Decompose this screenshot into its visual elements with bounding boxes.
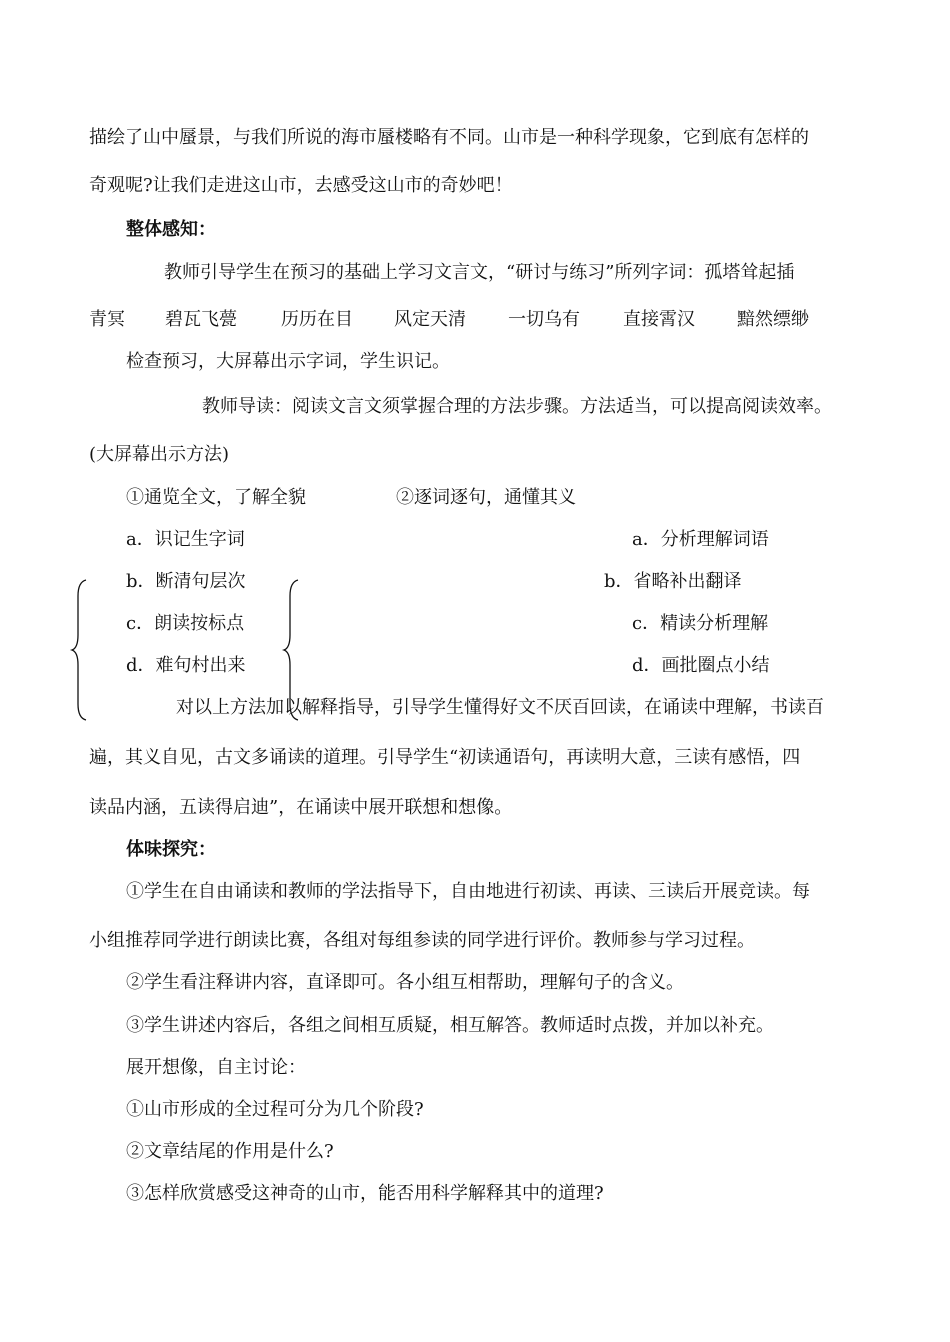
section-heading-perception: 整体感知：	[126, 219, 216, 240]
explain-line-1: 对以上方法加以解释指导，引导学生懂得好文不厌百回读，在诵读中理解，书读百	[176, 697, 824, 718]
discussion-question: ②文章结尾的作用是什么?	[126, 1141, 334, 1162]
vocab-item: 历历在目	[281, 309, 353, 330]
guide-line: 教师引导学生在预习的基础上学习文言文，“研讨与练习”所列字词：孤塔耸起插	[164, 262, 795, 283]
vocab-item: 碧瓦飞甍	[165, 309, 237, 330]
section-heading-explore: 体味探究：	[126, 839, 216, 860]
check-preview: 检查预习，大屏幕出示字词，学生识记。	[126, 351, 450, 372]
method-left-item: b．断清句层次	[126, 571, 246, 592]
explore-p1-line-2: 小组推荐同学进行朗读比赛，各组对每组参读的同学进行评价。教师参与学习过程。	[89, 930, 755, 951]
explore-p1-line-1: ①学生在自由诵读和教师的学法指导下，自由地进行初读、再读、三读后开展竞读。每	[126, 881, 810, 902]
discuss-heading: 展开想像，自主讨论：	[126, 1057, 306, 1078]
intro-line-1: 描绘了山中蜃景，与我们所说的海市蜃楼略有不同。山市是一种科学现象，它到底有怎样的	[89, 127, 809, 148]
vocab-item: 直接霄汉	[623, 309, 695, 330]
screen-note: (大屏幕出示方法)	[89, 444, 230, 465]
explore-p3: ③学生讲述内容后，各组之间相互质疑，相互解答。教师适时点拨，并加以补充。	[126, 1015, 774, 1036]
method-left-item: d．难句村出来	[126, 655, 246, 676]
vocab-item: 一切乌有	[508, 309, 580, 330]
method-right-item: b．省略补出翻译	[604, 571, 742, 592]
method-left-title: ①通览全文，了解全貌	[126, 487, 306, 508]
method-left-item: a．识记生字词	[126, 529, 245, 550]
method-right-title: ②逐词逐句，通懂其义	[396, 487, 576, 508]
explain-line-2: 遍，其义自见，古文多诵读的道理。引导学生“初读通语句，再读明大意，三读有感悟，四	[89, 747, 801, 768]
method-left-item: c．朗读按标点	[126, 613, 245, 634]
left-curly-brace	[72, 580, 86, 720]
intro-line-2: 奇观呢?让我们走进这山市，去感受这山市的奇妙吧！	[89, 175, 513, 196]
discussion-question: ①山市形成的全过程可分为几个阶段?	[126, 1099, 424, 1120]
vocab-item: 黯然缥缈	[737, 309, 809, 330]
vocab-item: 青冥	[89, 309, 125, 330]
method-right-item: a．分析理解词语	[632, 529, 769, 550]
explain-line-3: 读品内涵，五读得启迪”，在诵读中展开联想和想像。	[89, 797, 513, 818]
discussion-question: ③怎样欣赏感受这神奇的山市，能否用科学解释其中的道理?	[126, 1183, 604, 1204]
explore-p2: ②学生看注释讲内容，直译即可。各小组互相帮助，理解句子的含义。	[126, 972, 684, 993]
method-right-item: d．画批圈点小结	[632, 655, 770, 676]
method-right-item: c．精读分析理解	[632, 613, 769, 634]
teacher-lead-reading: 教师导读：阅读文言文须掌握合理的方法步骤。方法适当，可以提高阅读效率。	[202, 396, 832, 417]
vocab-item: 风定天清	[394, 309, 466, 330]
